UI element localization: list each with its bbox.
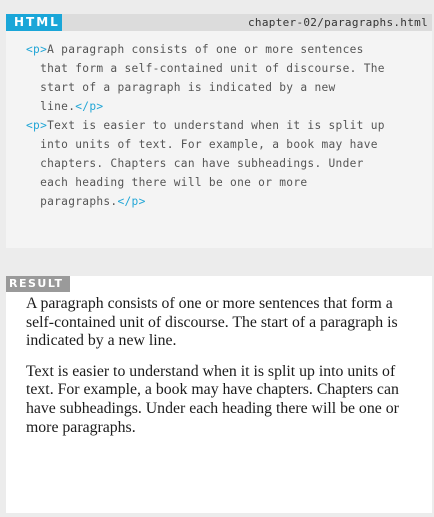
html-panel-header bbox=[6, 14, 432, 31]
code-line bbox=[26, 97, 426, 116]
code-line bbox=[26, 59, 426, 78]
code-text: into units of text. For example, a book may have bbox=[26, 138, 378, 151]
result-paragraph-2: Text is easier to understand when it is split up into units of text. For example, a book may have chapters. Chapters can have subheadings. Under each heading there will be one or more paragraphs. bbox=[26, 362, 399, 436]
code-text: chapters. Chapters can have subheadings. Under bbox=[26, 157, 364, 170]
code-line bbox=[26, 173, 426, 192]
rendered-output bbox=[26, 295, 421, 449]
code-text: each heading there will be one or more bbox=[26, 176, 308, 189]
open-tag: <p> bbox=[26, 43, 48, 56]
code-line bbox=[26, 154, 426, 173]
code-line bbox=[26, 135, 426, 154]
open-tag: <p> bbox=[26, 119, 48, 132]
code-text: Text is easier to understand when it is split up bbox=[47, 119, 385, 132]
close-tag: </p> bbox=[75, 100, 104, 113]
code-text: paragraphs. bbox=[26, 195, 118, 208]
code-line bbox=[26, 192, 426, 211]
result-paragraph-1: A paragraph consists of one or more sentences that form a self-contained unit of discourse. The start of a paragraph is indicated by a new line. bbox=[26, 295, 398, 350]
code-block bbox=[26, 116, 426, 211]
code-text: start of a paragraph is indicated by a new bbox=[26, 81, 336, 94]
code-text: A paragraph consists of one or more sentences bbox=[47, 43, 364, 56]
close-tag: </p> bbox=[117, 195, 146, 208]
code-line bbox=[26, 116, 426, 135]
result-tab-label: RESULT bbox=[6, 276, 70, 292]
code-block bbox=[26, 40, 426, 116]
code-text: that form a self-contained unit of discourse. The bbox=[26, 62, 385, 75]
html-tab-label: HTML bbox=[6, 14, 62, 31]
code-line bbox=[26, 40, 426, 59]
code-listing bbox=[26, 40, 426, 211]
code-line bbox=[26, 78, 426, 97]
code-text: line. bbox=[26, 100, 76, 113]
html-code-panel bbox=[6, 14, 432, 248]
file-name: chapter-02/paragraphs.html bbox=[248, 16, 428, 29]
result-panel bbox=[6, 276, 432, 513]
